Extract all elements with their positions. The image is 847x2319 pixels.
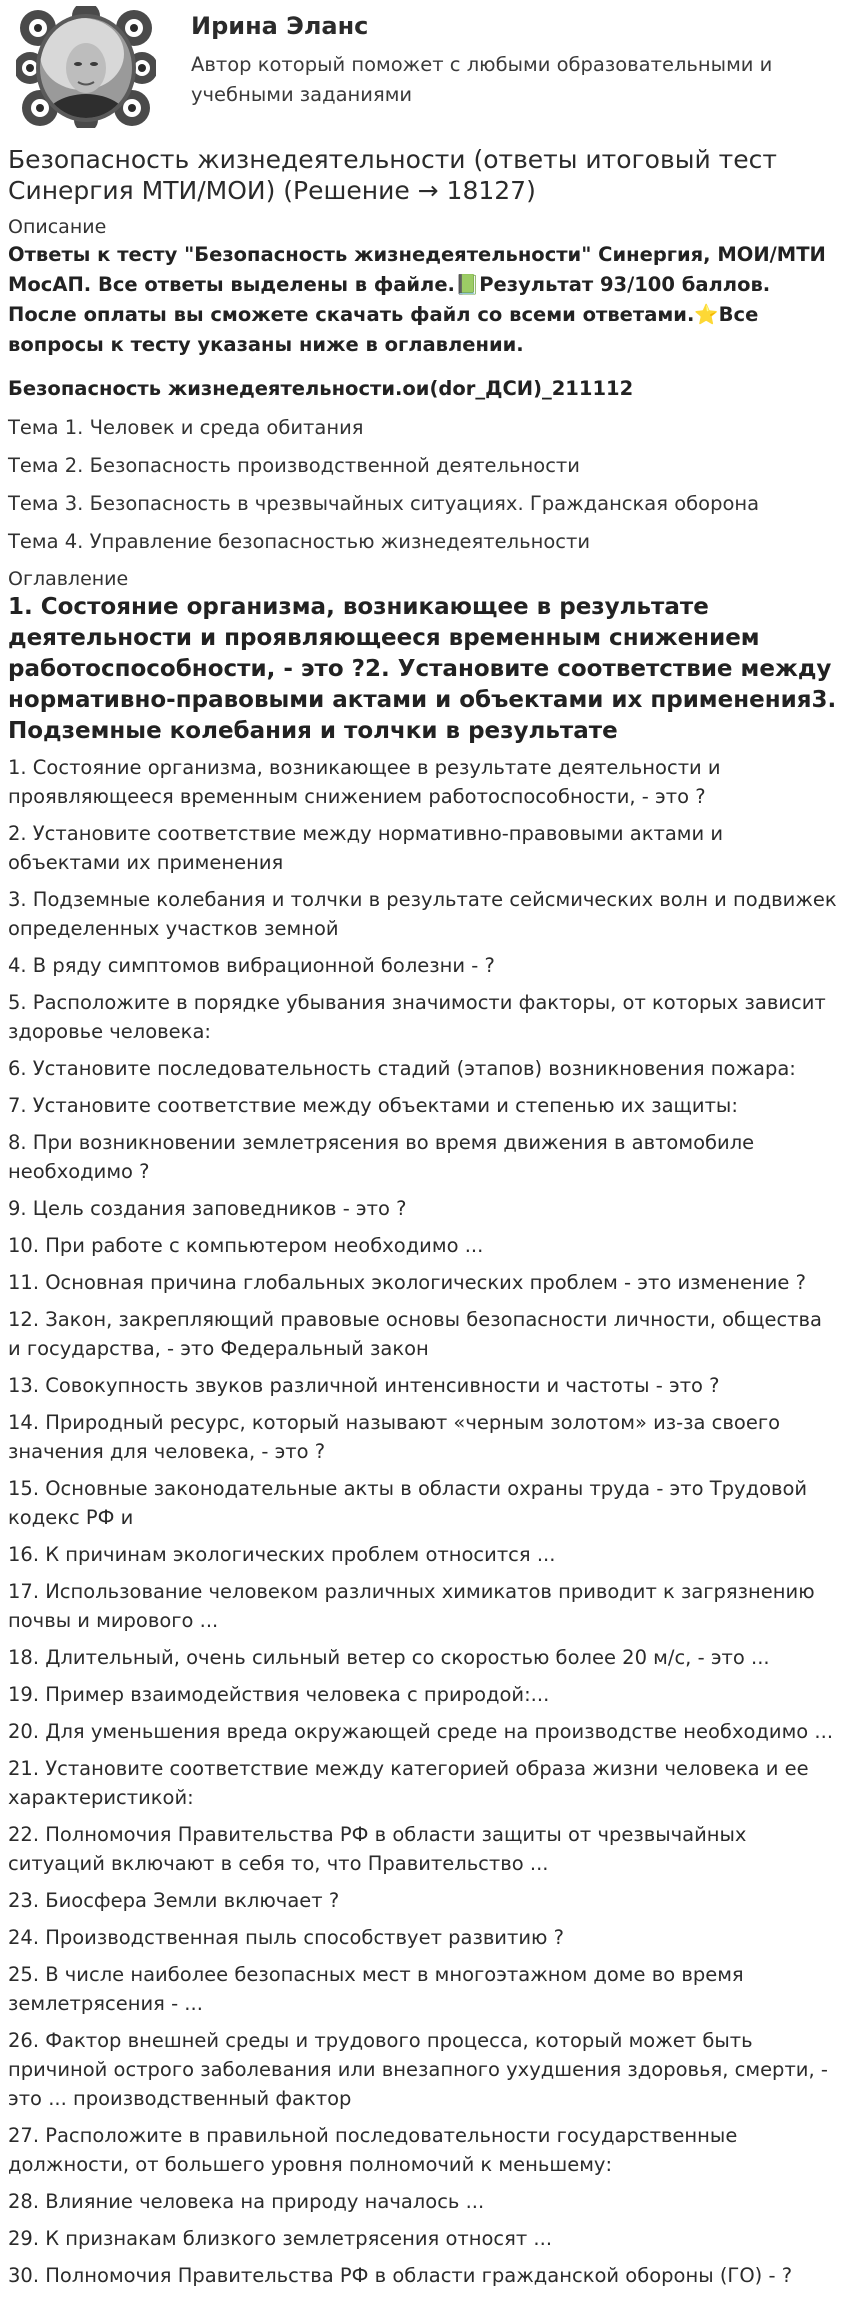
description-label: Описание bbox=[8, 216, 107, 238]
question-item[interactable]: 27. Расположите в правильной последовательности государственные должности, от большего уровня полномочий к меньшему: bbox=[8, 2124, 738, 2176]
question-item[interactable]: 3. Подземные колебания и толчки в результате сейсмических волн и подвижек определенных участков земной bbox=[8, 888, 837, 940]
question-item[interactable]: 9. Цель создания заповедников - это ? bbox=[8, 1197, 407, 1220]
question-item[interactable]: 20. Для уменьшения вреда окружающей среде на производстве необходимо ... bbox=[8, 1720, 834, 1743]
question-item[interactable]: 26. Фактор внешней среды и трудового процесса, который может быть причиной острого заболевания или внезапного ухудшения здоровья, смерти, - это ... производственный фактор bbox=[8, 2029, 828, 2110]
question-item[interactable]: 14. Природный ресурс, который называют «черным золотом» из-за своего значения для человека, - это ? bbox=[8, 1411, 781, 1463]
theme-item: Тема 4. Управление безопасностью жизнедеятельности bbox=[8, 530, 591, 553]
author-name[interactable]: Ирина Эланс bbox=[191, 12, 369, 40]
question-item[interactable]: 5. Расположите в порядке убывания значимости факторы, от которых зависит здоровье человека: bbox=[8, 991, 826, 1043]
file-name: Безопасность жизнедеятельности.ои(dor_ДСИ)_211112 bbox=[8, 377, 634, 400]
question-item[interactable]: 23. Биосфера Земли включает ? bbox=[8, 1889, 340, 1912]
question-item[interactable]: 11. Основная причина глобальных экологических проблем - это изменение ? bbox=[8, 1271, 806, 1294]
question-item[interactable]: 18. Длительный, очень сильный ветер со скоростью более 20 м/с, - это ... bbox=[8, 1646, 770, 1669]
question-item[interactable]: 1. Состояние организма, возникающее в результате деятельности и проявляющееся временным снижением работоспособности, - это ? bbox=[8, 756, 721, 808]
question-item[interactable]: 30. Полномочия Правительства РФ в области гражданской обороны (ГО) - ? bbox=[8, 2264, 793, 2287]
question-item[interactable]: 21. Установите соответствие между категорией образа жизни человека и ее характеристикой: bbox=[8, 1757, 809, 1809]
themes-list bbox=[8, 414, 839, 556]
author-card bbox=[8, 0, 839, 140]
question-item[interactable]: 17. Использование человеком различных химикатов приводит к загрязнению почвы и мирового ... bbox=[8, 1580, 815, 1632]
question-item[interactable]: 7. Установите соответствие между объектами и степенью их защиты: bbox=[8, 1094, 738, 1117]
question-item[interactable]: 6. Установите последовательность стадий (этапов) возникновения пожара: bbox=[8, 1057, 796, 1080]
question-item[interactable]: 2. Установите соответствие между нормативно-правовыми актами и объектами их применения bbox=[8, 822, 724, 874]
page-title: Безопасность жизнедеятельности (ответы итоговый тест Синергия МТИ/МОИ) (Решение → 18127) bbox=[8, 145, 777, 205]
question-item[interactable]: 8. При возникновении землетрясения во время движения в автомобиле необходимо ? bbox=[8, 1131, 755, 1183]
theme-item: Тема 2. Безопасность производственной деятельности bbox=[8, 454, 580, 477]
question-item[interactable]: 10. При работе с компьютером необходимо ... bbox=[8, 1234, 484, 1257]
description-part-1: Ответы к тесту "Безопасность жизнедеятельности" Синергия, МОИ/МТИ МосАП. Все ответы выделены в файле. bbox=[8, 243, 826, 296]
description-part-3: Все вопросы к тесту указаны ниже в оглавлении. bbox=[8, 303, 759, 356]
question-item[interactable]: 29. К признакам близкого землетрясения относят ... bbox=[8, 2227, 553, 2250]
theme-item: Тема 3. Безопасность в чрезвычайных ситуациях. Гражданская оборона bbox=[8, 492, 760, 515]
theme-item: Тема 1. Человек и среда обитания bbox=[8, 416, 364, 439]
description-part-2: Результат 93/100 баллов. После оплаты вы сможете скачать файл со всеми ответами. bbox=[8, 273, 771, 326]
question-item[interactable]: 13. Совокупность звуков различной интенсивности и частоты - это ? bbox=[8, 1374, 720, 1397]
question-item[interactable]: 25. В числе наиболее безопасных мест в многоэтажном доме во время землетрясения - ... bbox=[8, 1963, 744, 2015]
question-item[interactable]: 4. В ряду симптомов вибрационной болезни - ? bbox=[8, 954, 495, 977]
avatar-image bbox=[16, 6, 156, 128]
description-text bbox=[8, 240, 839, 360]
toc-heading: 1. Состояние организма, возникающее в результате деятельности и проявляющееся временным снижением работоспособности, - это ?2. Установите соответствие между нормативно-правовыми актами и объектами их применения3. Подземные колебания и толчки в результате bbox=[8, 594, 837, 744]
author-description: Автор который поможет с любыми образовательными и учебными заданиями bbox=[191, 53, 773, 106]
book-icon: 📗 bbox=[454, 273, 480, 296]
question-item[interactable]: 19. Пример взаимодействия человека с природой:... bbox=[8, 1683, 550, 1706]
avatar[interactable] bbox=[16, 6, 156, 128]
question-item[interactable]: 16. К причинам экологических проблем относится ... bbox=[8, 1543, 556, 1566]
question-item[interactable]: 12. Закон, закрепляющий правовые основы безопасности личности, общества и государства, - это Федеральный закон bbox=[8, 1308, 822, 1360]
star-icon: ⭐ bbox=[694, 303, 719, 326]
question-item[interactable]: 28. Влияние человека на природу началось ... bbox=[8, 2190, 485, 2213]
questions-list bbox=[8, 753, 839, 2290]
question-item[interactable]: 22. Полномочия Правительства РФ в области защиты от чрезвычайных ситуаций включают в себя то, что Правительство ... bbox=[8, 1823, 747, 1875]
question-item[interactable]: 15. Основные законодательные акты в области охраны труда - это Трудовой кодекс РФ и bbox=[8, 1477, 808, 1529]
toc-label: Оглавление bbox=[8, 568, 129, 590]
question-item[interactable]: 24. Производственная пыль способствует развитию ? bbox=[8, 1926, 564, 1949]
